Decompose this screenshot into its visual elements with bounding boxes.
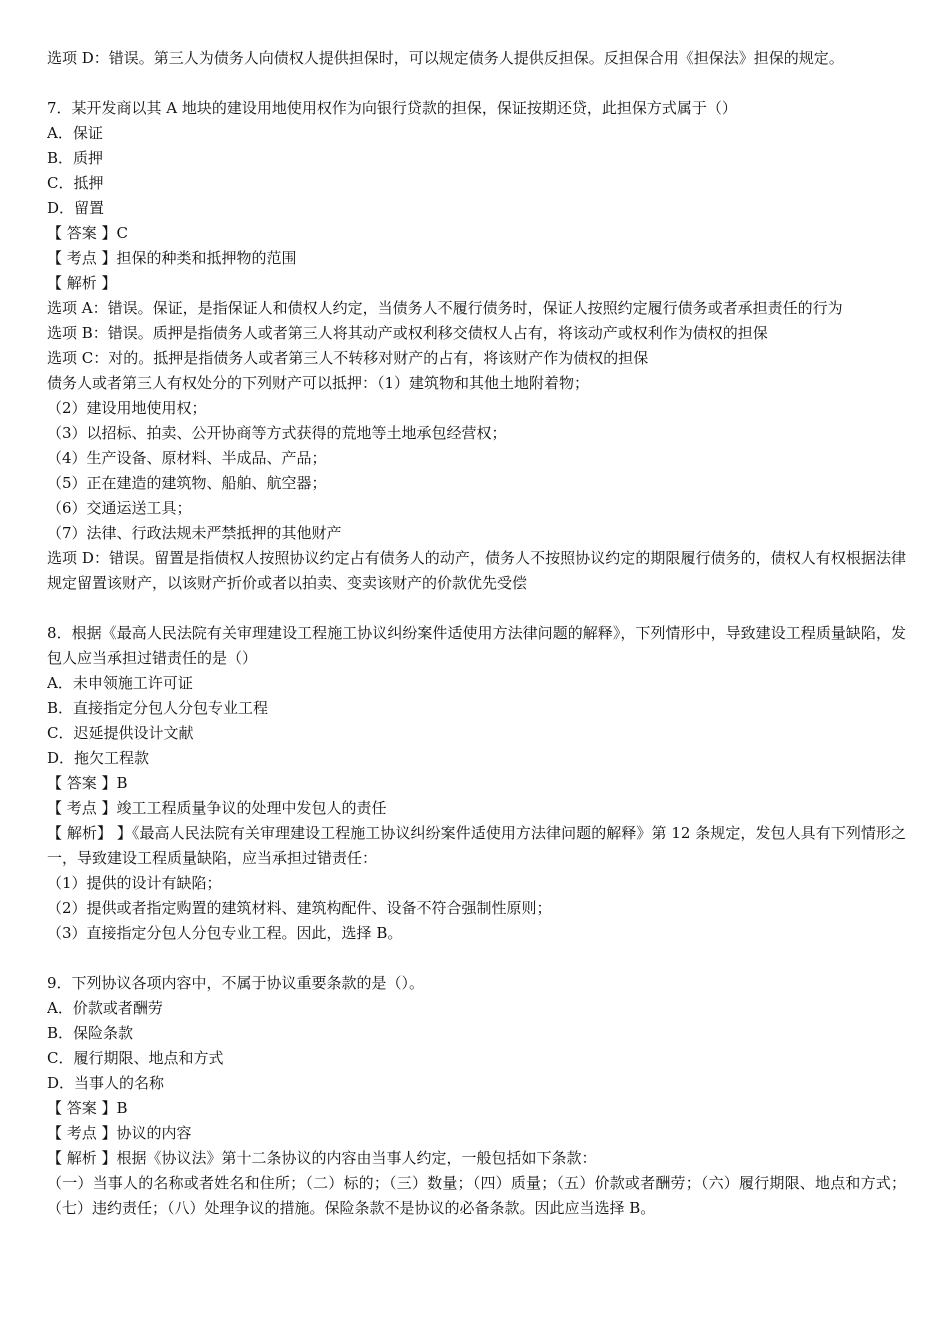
text-line: 9．下列协议各项内容中，不属于协议重要条款的是（）。: [47, 974, 425, 992]
text-line: （3）以招标、拍卖、公开协商等方式获得的荒地等土地承包经营权；: [47, 424, 507, 442]
paragraph-gap: [47, 596, 906, 621]
text-line: （2）建设用地使用权；: [47, 399, 207, 417]
text-line: 【 考点 】竣工工程质量争议的处理中发包人的责任: [47, 799, 387, 817]
text-line: D．当事人的名称: [47, 1074, 165, 1092]
text-line: 【 考点 】担保的种类和抵押物的范围: [47, 249, 297, 267]
text-line: 7．某开发商以其 A 地块的建设用地使用权作为向银行贷款的担保，保证按期还贷，此担保方式属于（）: [47, 99, 737, 117]
text-paragraph: 选项 D：错误。第三人为债务人向债权人提供担保时，可以规定债务人提供反担保。反担保合用《担保法》担保的规定。: [47, 49, 844, 67]
text-line: 【 答案 】B: [47, 1099, 128, 1117]
text-line: （2）提供或者指定购置的建筑材料、建筑构配件、设备不符合强制性原则；: [47, 899, 552, 917]
text-line: 债务人或者第三人有权处分的下列财产可以抵押：（1）建筑物和其他土地附着物；: [47, 374, 590, 392]
text-line: D．留置: [47, 199, 105, 217]
text-line: 选项 B：错误。质押是指债务人或者第三人将其动产或权利移交债权人占有，将该动产或权利作为债权的担保: [47, 324, 768, 342]
text-line: 【 解析 】: [47, 274, 117, 292]
text-line: （5）正在建造的建筑物、船舶、航空器；: [47, 474, 327, 492]
text-line: A．保证: [47, 124, 103, 142]
paragraph-gap: [47, 71, 906, 96]
text-line: （4）生产设备、原材料、半成品、产品；: [47, 449, 327, 467]
text-line: C．迟延提供设计文献: [47, 724, 194, 742]
text-line: A．未申领施工许可证: [47, 674, 193, 692]
text-line: （3）直接指定分包人分包专业工程。因此，选择 B。: [47, 924, 403, 942]
text-line: B．直接指定分包人分包专业工程: [47, 699, 269, 717]
paragraph-gap: [47, 946, 906, 971]
text-paragraph: （一）当事人的名称或者姓名和住所；（二）标的；（三）数量；（四）质量；（五）价款或者酬劳；（六）履行期限、地点和方式；（七）违约责任；（八）处理争议的措施。保险条款不是协议的必备条款。因此应当选择 B。: [47, 1174, 906, 1217]
text-line: （7）法律、行政法规未严禁抵押的其他财产: [47, 524, 342, 542]
text-paragraph: 选项 A：错误。保证，是指保证人和债权人约定，当债务人不履行债务时，保证人按照约定履行债务或者承担责任的行为: [47, 299, 843, 317]
text-line: 【 答案 】B: [47, 774, 128, 792]
text-line: 【 答案 】C: [47, 224, 129, 242]
text-line: （1）提供的设计有缺陷；: [47, 874, 222, 892]
text-line: 【 考点 】协议的内容: [47, 1124, 192, 1142]
text-paragraph: 选项 D：错误。留置是指债权人按照协议约定占有债务人的动产，债务人不按照协议约定的期限履行债务的，债权人有权根据法律规定留置该财产，以该财产折价或者以拍卖、变卖该财产的价款优先受偿: [47, 549, 906, 592]
text-line: B．质押: [47, 149, 104, 167]
text-line: A．价款或者酬劳: [47, 999, 163, 1017]
text-line: C．履行期限、地点和方式: [47, 1049, 224, 1067]
text-line: 【 解析 】根据《协议法》第十二条协议的内容由当事人约定，一般包括如下条款：: [47, 1149, 597, 1167]
text-line: D．拖欠工程款: [47, 749, 150, 767]
text-paragraph: 8．根据《最高人民法院有关审理建设工程施工协议纠纷案件适使用方法律问题的解释》，下列情形中，导致建设工程质量缺陷，发包人应当承担过错责任的是（）: [47, 624, 906, 667]
text-line: 选项 C：对的。抵押是指债务人或者第三人不转移对财产的占有，将该财产作为债权的担保: [47, 349, 649, 367]
text-line: B．保险条款: [47, 1024, 134, 1042]
text-line: （6）交通运送工具；: [47, 499, 192, 517]
text-paragraph: 【 解析】 】《最高人民法院有关审理建设工程施工协议纠纷案件适使用方法律问题的解释》第 12 条规定，发包人具有下列情形之一，导致建设工程质量缺陷，应当承担过错责任：: [47, 824, 906, 867]
text-line: C．抵押: [47, 174, 104, 192]
